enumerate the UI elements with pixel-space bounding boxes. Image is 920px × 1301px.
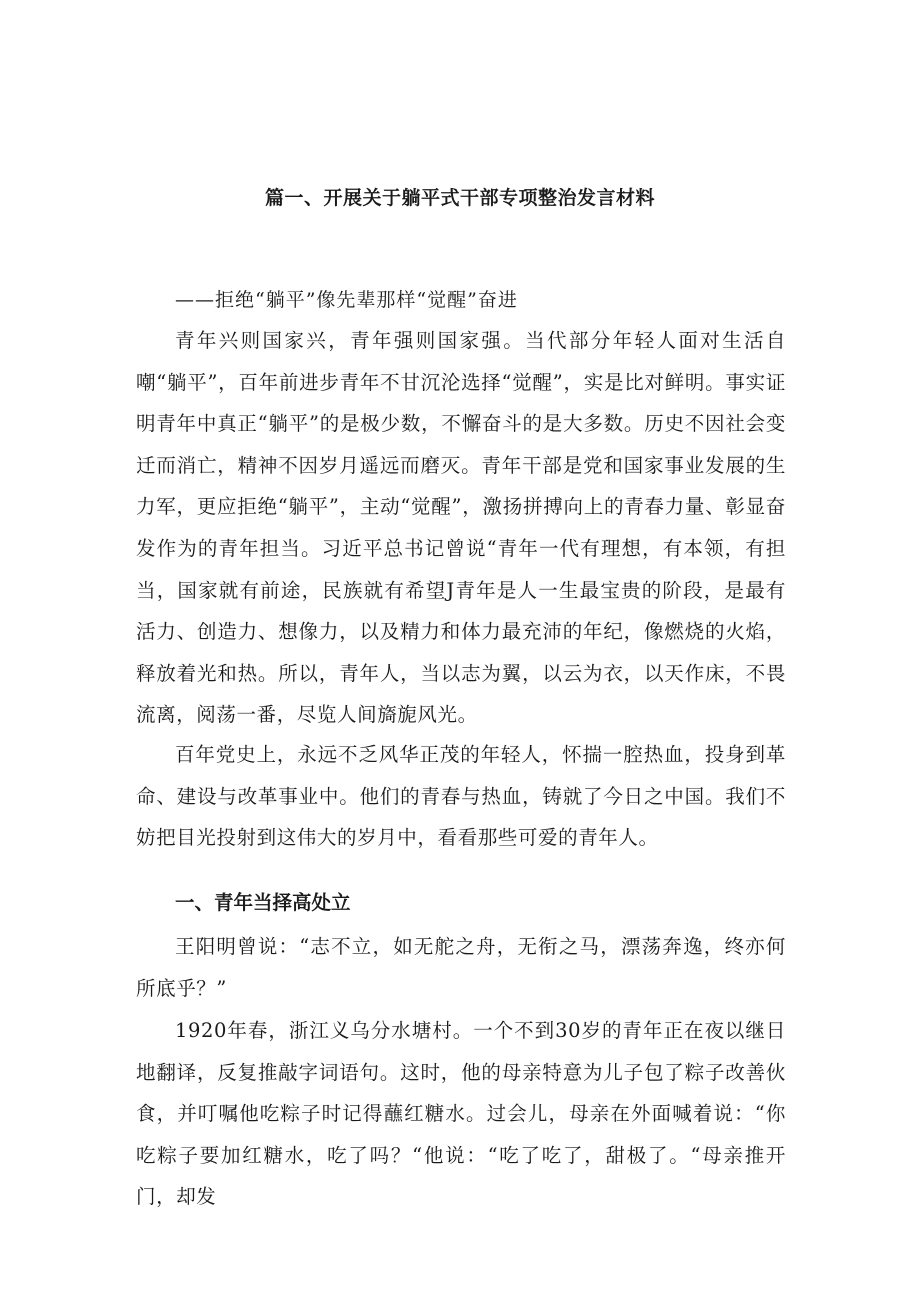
document-title: 篇一、开展关于躺平式干部专项整治发言材料 [264,187,655,209]
paragraph-story: 1920年春，浙江义乌分水塘村。一个不到30岁的青年正在夜以继日地翻译，反复推敲字词语句。这时，他的母亲特意为儿子包了粽子改善伙食，并叮嘱他吃粽子时记得蘸红糖水。过会儿，母亲在外面喊着说：“你吃粽子要加红糖水，吃了吗？“他说：“吃了吃了，甜极了。“母亲推开门，却发 [136,1019,786,1209]
paragraph-quote: 王阳明曾说：“志不立，如无舵之舟，无衔之马，漂荡奔逸，终亦何所底乎？” [136,935,786,1000]
paragraph-party-history: 百年党史上，永远不乏风华正茂的年轻人，怀揣一腔热血，投身到革命、建设与改革事业中。他们的青春与热血，铸就了今日之中国。我们不妨把目光投射到这伟大的岁月中，看看那些可爱的青年人。 [136,743,786,850]
paragraph-intro: 青年兴则国家兴，青年强则国家强。当代部分年轻人面对生活自嘲“躺平”，百年前进步青年不甘沉沦选择“觉醒”，实是比对鲜明。事实证明青年中真正“躺平”的是极少数，不懈奋斗的是大多数。历史不因社会变迁而消亡，精神不因岁月遥远而磨灭。青年干部是党和国家事业发展的生力军，更应拒绝“躺平”，主动“觉醒”，激扬拼搏向上的青春力量、彰显奋发作为的青年担当。习近平总书记曾说“青年一代有理想，有本领，有担当，国家就有前途，民族就有希望J青年是人一生最宝贵的阶段，是最有活力、创造力、想像力，以及精力和体力最充沛的年纪，像燃烧的火焰，释放着光和热。所以，青年人，当以志为翼，以云为衣，以天作床，不畏流离，阅荡一番，尽览人间旖旎风光。 [136,329,786,727]
document-subtitle: ——拒绝“躺平”像先辈那样“觉醒”奋进 [175,289,518,311]
section-heading: 一、青年当择高处立 [175,891,351,914]
